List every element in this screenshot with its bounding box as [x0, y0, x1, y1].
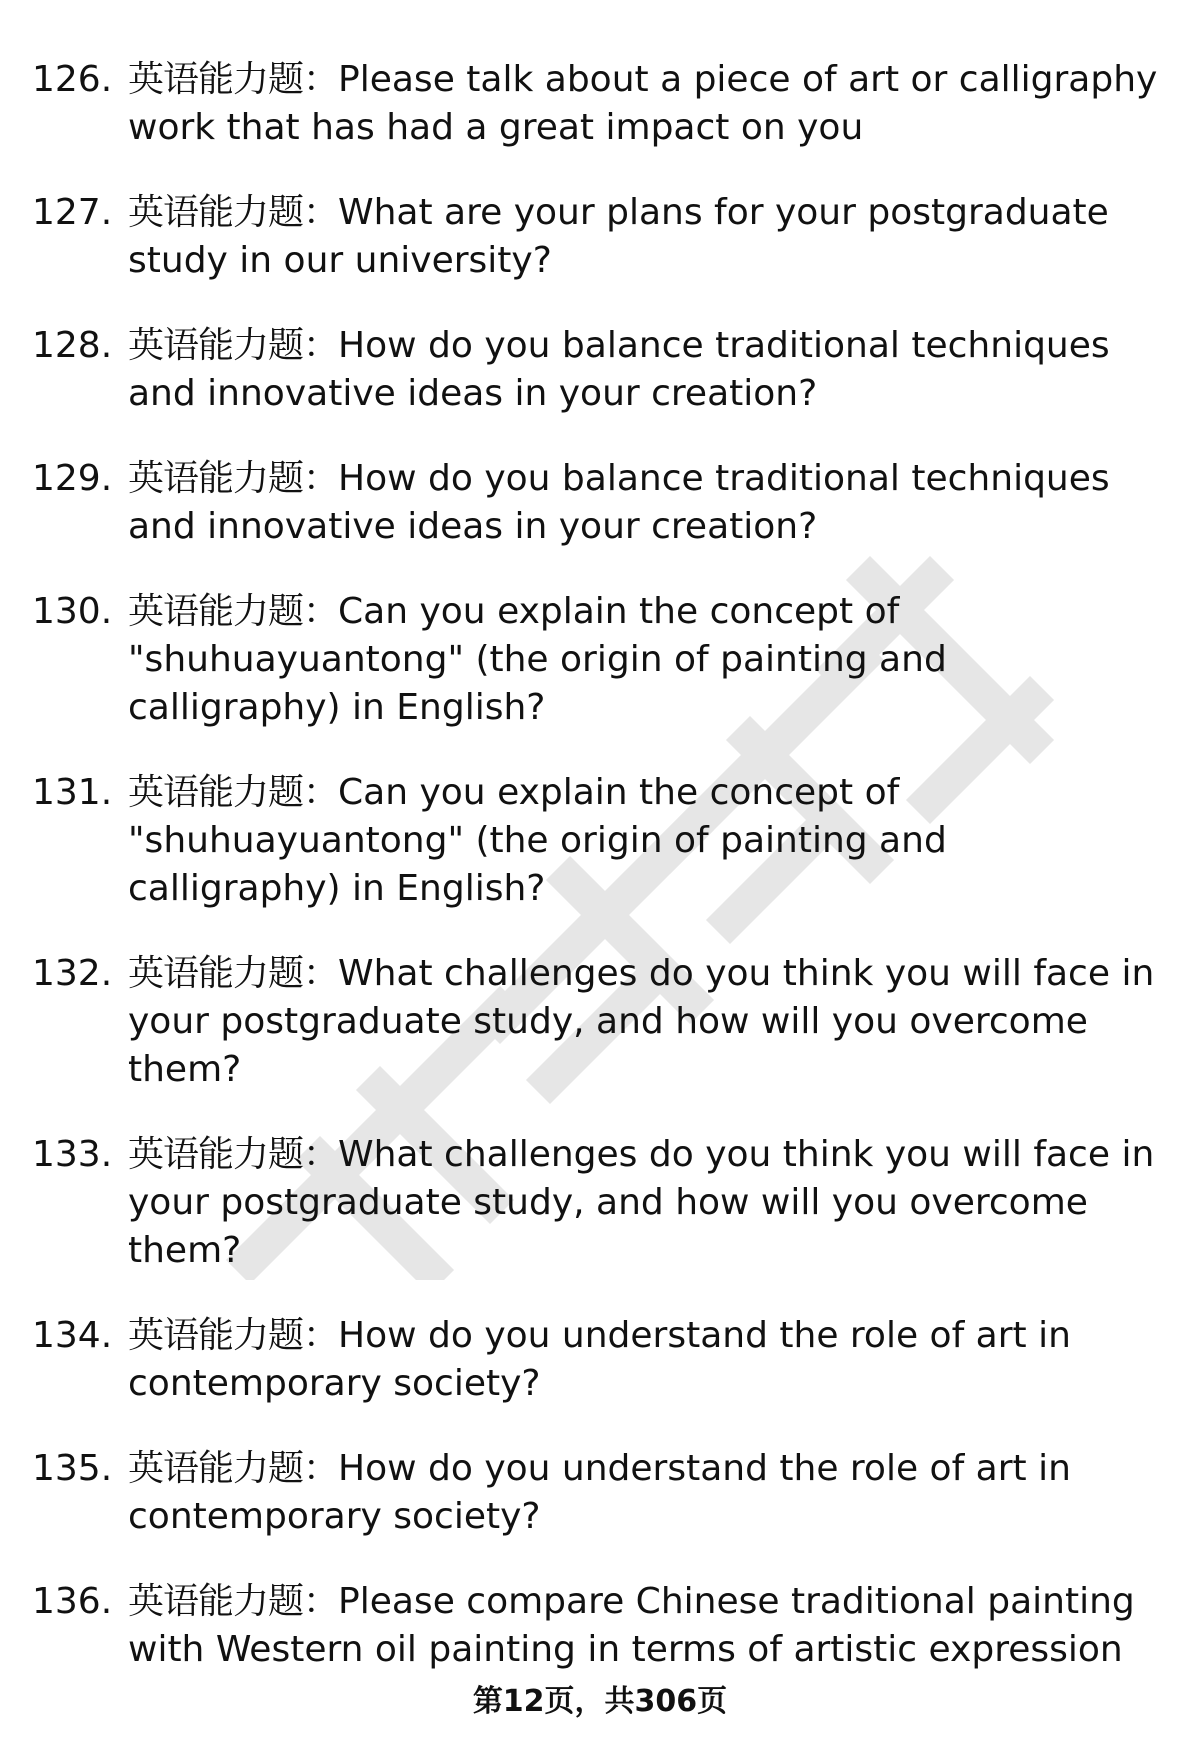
question-tag: 英语能力题：	[128, 458, 339, 499]
question-body	[128, 1578, 1182, 1674]
question-text: Can you explain the concept of "shuhuayuantong" (the origin of painting and calligraphy) in English?	[128, 772, 947, 909]
question-list	[32, 56, 1182, 1711]
page-footer: 第12页，共306页	[472, 1684, 728, 1719]
question-item	[32, 56, 1182, 152]
question-item	[32, 455, 1182, 551]
question-body	[128, 189, 1182, 285]
question-number: 133.	[32, 1134, 113, 1175]
question-text: What challenges do you think you will face in your postgraduate study, and how will you overcome them?	[128, 1134, 1155, 1271]
question-body	[128, 1131, 1182, 1275]
question-tag: 英语能力题：	[128, 953, 339, 994]
question-item	[32, 1131, 1182, 1275]
question-tag: 英语能力题：	[128, 1134, 339, 1175]
question-tag: 英语能力题：	[128, 59, 339, 100]
question-text: How do you balance traditional techniques and innovative ideas in your creation?	[128, 325, 1110, 414]
question-body	[128, 1312, 1182, 1408]
question-item	[32, 1312, 1182, 1408]
question-body	[128, 1445, 1182, 1541]
question-item	[32, 1445, 1182, 1541]
question-item	[32, 322, 1182, 418]
question-text: What are your plans for your postgraduate study in our university?	[128, 192, 1109, 281]
question-tag: 英语能力题：	[128, 1315, 339, 1356]
question-body	[128, 950, 1182, 1094]
question-text: How do you understand the role of art in contemporary society?	[128, 1315, 1071, 1404]
question-tag: 英语能力题：	[128, 1581, 339, 1622]
question-text: Please compare Chinese traditional painting with Western oil painting in terms of artistic expression	[128, 1581, 1135, 1670]
question-number: 136.	[32, 1581, 113, 1622]
question-item	[32, 189, 1182, 285]
question-body	[128, 322, 1182, 418]
question-item	[32, 1578, 1182, 1674]
question-number: 130.	[32, 591, 113, 632]
question-number: 135.	[32, 1448, 113, 1489]
question-tag: 英语能力题：	[128, 772, 339, 813]
question-body	[128, 769, 1182, 913]
question-text: What challenges do you think you will face in your postgraduate study, and how will you overcome them?	[128, 953, 1155, 1090]
question-body	[128, 56, 1182, 152]
question-number: 127.	[32, 192, 113, 233]
question-number: 132.	[32, 953, 113, 994]
question-number: 129.	[32, 458, 113, 499]
question-body	[128, 588, 1182, 732]
question-item	[32, 950, 1182, 1094]
question-text: How do you balance traditional techniques and innovative ideas in your creation?	[128, 458, 1110, 547]
question-item	[32, 588, 1182, 732]
question-number: 128.	[32, 325, 113, 366]
question-tag: 英语能力题：	[128, 1448, 339, 1489]
question-text: Can you explain the concept of "shuhuayuantong" (the origin of painting and calligraphy) in English?	[128, 591, 947, 728]
question-tag: 英语能力题：	[128, 325, 339, 366]
question-number: 131.	[32, 772, 113, 813]
question-text: How do you understand the role of art in contemporary society?	[128, 1448, 1071, 1537]
question-body	[128, 455, 1182, 551]
question-number: 126.	[32, 59, 113, 100]
question-tag: 英语能力题：	[128, 192, 339, 233]
question-number: 134.	[32, 1315, 113, 1356]
question-item	[32, 769, 1182, 913]
question-tag: 英语能力题：	[128, 591, 339, 632]
question-text: Please talk about a piece of art or calligraphy work that has had a great impact on you	[128, 59, 1158, 148]
